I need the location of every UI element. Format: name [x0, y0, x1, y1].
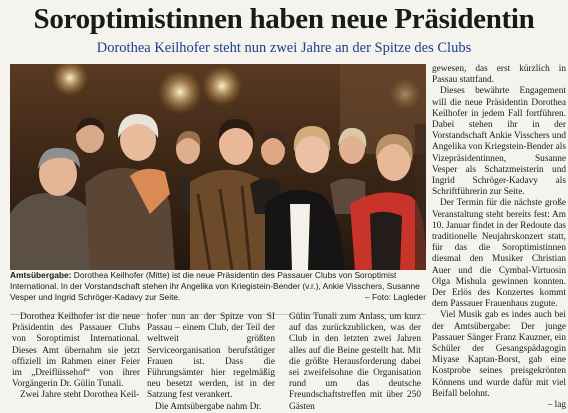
caption-text: Dorothea Keilhofer (Mitte) ist die neue Präsidentin des Passauer Clubs von Soroptimist International. In der Vorstandschaft stehen ihr Angelika von Kriegistein-Bender (v.r.), Ankie Visschers, Susanne Vesper und Ingrid Schröger-Kadavy zur Seite.: [10, 270, 420, 302]
paragraph: Viel Musik gab es indes auch bei der Amtsübergabe: Der junge Passauer Sänger Franz Kauzner, ein Schüler der Gesangspädagogin Miyase Kaptan-Borst, gab eine Kostprobe seines preisgekrönten Könnens und wurde dafür mit viel Beifall belohnt.: [432, 310, 566, 399]
paragraph: Die Amtsübergabe nahm Dr.: [155, 401, 262, 412]
caption-lead: Amtsübergabe:: [10, 270, 72, 280]
subheadline: Dorothea Keilhofer steht nun zwei Jahre an der Spitze des Clubs: [96, 40, 472, 56]
article-column-4: [432, 64, 566, 411]
photo-caption: [10, 270, 426, 315]
group-photo: [10, 64, 426, 270]
paragraph: Gülin Tunali zum Anlass, um kurz auf das zurückzublicken, was der Club in den letzten zwei Jahren alles auf die Beine gestellt hat. Mit die größte Herausforderung dabei sei zweifelsohne die Organisation rund um das deutsche Freundschaftstreffen mit über 250 Gästen: [289, 312, 421, 412]
paragraph: Dieses bewährte Engagement will die neue Präsidentin Dorothea Keilhofer in jedem Fall fortführen. Dabei stehen ihr in der Vorstandschaft Ankie Visschers und Angelika von Kriegstein-Bender als Vizepräsidentinnen, Susanne Vesper als Schatzmeisterin und Ingrid Schröger-Kadavy als Schriftführerin zur Seite.: [432, 86, 566, 198]
photo-credit: – Foto: Lagleder: [365, 292, 426, 302]
paragraph: hofer nun an der Spitze von SI Passau – einem Club, der Teil der weltweit größten Serviceorganisation berufstätiger Frauen ist. Dass die Führungsämter hier regelmäßig neu besetzt werden, ist in der Satzung fest verankert.: [147, 312, 275, 401]
paragraph: Zwei Jahre steht Dorothea Keil-: [20, 390, 140, 401]
article-column-1: [12, 312, 140, 402]
article-column-2: [147, 312, 275, 413]
group-photo-illustration: [10, 64, 426, 270]
headline: Soroptimistinnen haben neue Präsidentin: [33, 3, 535, 35]
article-column-3: [289, 312, 421, 413]
paragraph: Dorothea Keilhofer ist die neue Präsidentin des Passauer Clubs von Soroptimist International. Dieses Amt übernahm sie jetzt offiziell im Rahmen einer Feier im „Dreiflüssehof“ von ihrer Vorgängerin Dr. Gülin Tunali.: [12, 312, 140, 390]
paragraph: Der Termin für die nächste große Veranstaltung steht bereits fest: Am 10. Januar findet in der Redoute das traditionelle Neujahrskonzert statt, für das die Soroptimistinnen diesmal den Musiker Christian Auer und die Cymbal-Virtuosin Olga Mishula gewinnen konnten. Der Erlös des Konzertes kommt dem Passauer Frauenhaus zugute.: [432, 198, 566, 310]
author-tag: – lag: [547, 400, 566, 411]
paragraph: gewesen, das erst kürzlich in Passau stattfand.: [432, 64, 566, 86]
